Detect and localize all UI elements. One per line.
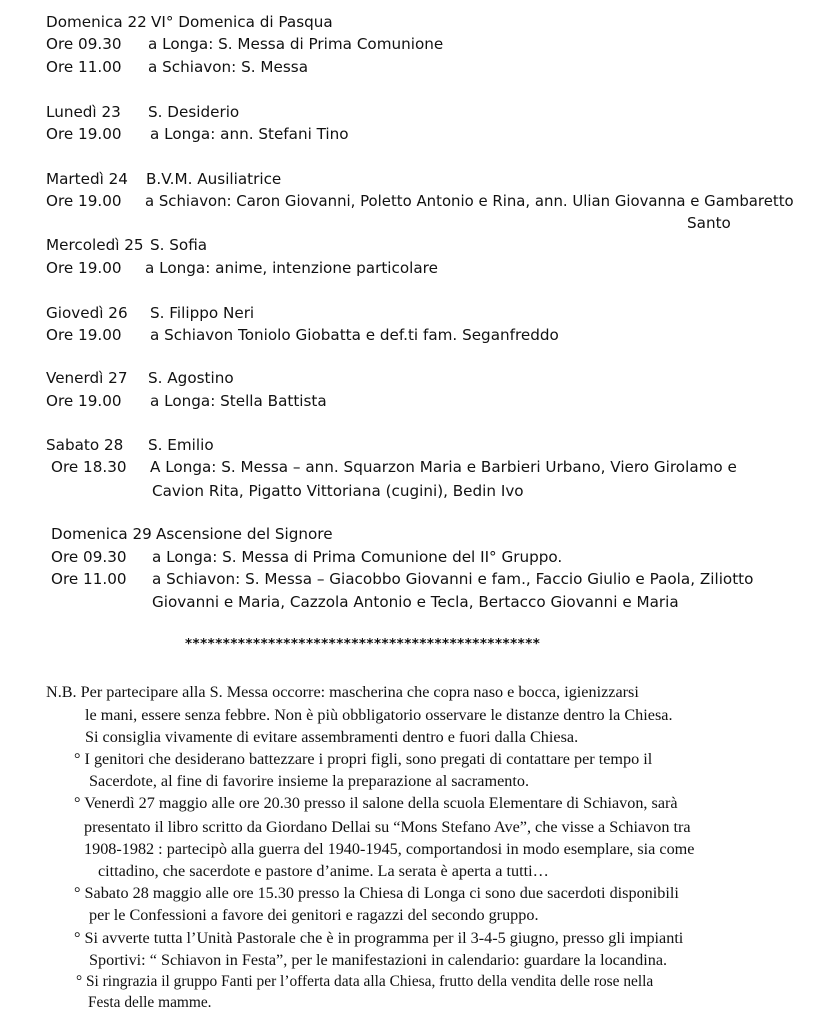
note-nb-line: le mani, essere senza febbre. Non è più obbligatorio osservare le distanze dentro la Chiesa.: [85, 706, 673, 724]
mass-intention: a Longa: anime, intenzione particolare: [145, 259, 438, 277]
feast-name: B.V.M. Ausiliatrice: [146, 170, 282, 188]
feast-name: S. Agostino: [148, 369, 234, 387]
mass-intention: A Longa: S. Messa – ann. Squarzon Maria e Barbieri Urbano, Viero Girolamo e: [150, 458, 737, 476]
day-heading: Giovedì 26: [46, 304, 128, 322]
day-heading: Domenica 22: [46, 13, 147, 31]
mass-time: Ore 09.30: [46, 35, 122, 53]
note-festival-line: ° Si avverte tutta l’Unità Pastorale che è in programma per il 3-4-5 giugno, presso gli impianti: [74, 929, 684, 947]
mass-time: Ore 18.30: [51, 458, 127, 476]
note-nb-line: Si consiglia vivamente di evitare assembramenti dentro e fuori dalla Chiesa.: [85, 728, 579, 746]
day-heading: Domenica 29: [51, 525, 152, 543]
mass-intention: a Longa: S. Messa di Prima Comunione del II° Gruppo.: [152, 548, 563, 566]
separator-stars: ***********************************************: [185, 636, 541, 652]
note-book-line: 1908-1982 : partecipò alla guerra del 1940-1945, comportandosi in modo esemplare, sia come: [84, 840, 695, 858]
note-festival-line: Sportivi: “ Schiavon in Festa”, per le manifestazioni in calendario: guardare la locandina.: [89, 951, 668, 969]
day-heading: Martedì 24: [46, 170, 128, 188]
mass-intention-continuation: Giovanni e Maria, Cazzola Antonio e Tecla, Bertacco Giovanni e Maria: [152, 593, 679, 611]
note-confession-line: per le Confessioni a favore dei genitori e ragazzi del secondo gruppo.: [89, 906, 539, 924]
feast-name: S. Emilio: [148, 436, 214, 454]
feast-name: Ascensione del Signore: [156, 525, 333, 543]
note-thanks-line: Festa delle mamme.: [88, 994, 212, 1011]
mass-time: Ore 19.00: [46, 326, 122, 344]
mass-intention: a Longa: S. Messa di Prima Comunione: [148, 35, 444, 53]
mass-time: Ore 09.30: [51, 548, 127, 566]
feast-name: S. Sofia: [150, 236, 208, 254]
note-book-line: ° Venerdì 27 maggio alle ore 20.30 presso il salone della scuola Elementare di Schiavon, sarà: [74, 794, 678, 812]
mass-intention: a Schiavon: S. Messa – Giacobbo Giovanni e fam., Faccio Giulio e Paola, Ziliotto: [152, 570, 754, 588]
mass-time: Ore 19.00: [46, 392, 122, 410]
feast-name: S. Desiderio: [148, 103, 240, 121]
mass-intention: a Schiavon Toniolo Giobatta e def.ti fam. Seganfreddo: [150, 326, 559, 344]
note-book-line: presentato il libro scritto da Giordano Dellai su “Mons Stefano Ave”, che visse a Schiavon tra: [84, 818, 691, 836]
day-heading: Mercoledì 25: [46, 236, 144, 254]
mass-intention-continuation: Cavion Rita, Pigatto Vittoriana (cugini), Bedin Ivo: [152, 482, 524, 500]
mass-intention: a Schiavon: S. Messa: [148, 58, 309, 76]
mass-intention: a Longa: ann. Stefani Tino: [150, 125, 349, 143]
mass-time: Ore 19.00: [46, 125, 122, 143]
feast-name: VI° Domenica di Pasqua: [151, 13, 333, 31]
day-heading: Venerdì 27: [46, 369, 128, 387]
mass-time: Ore 19.00: [46, 259, 122, 277]
mass-intention-continuation: Santo: [687, 214, 731, 232]
mass-time: Ore 11.00: [51, 570, 127, 588]
note-thanks-line: ° Si ringrazia il gruppo Fanti per l’offerta data alla Chiesa, frutto della vendita delle rose nella: [76, 973, 654, 990]
mass-intention: a Longa: Stella Battista: [150, 392, 327, 410]
day-heading: Lunedì 23: [46, 103, 121, 121]
note-confession-line: ° Sabato 28 maggio alle ore 15.30 presso la Chiesa di Longa ci sono due sacerdoti disponibili: [74, 884, 679, 902]
feast-name: S. Filippo Neri: [150, 304, 255, 322]
mass-time: Ore 19.00: [46, 192, 122, 210]
mass-time: Ore 11.00: [46, 58, 122, 76]
note-baptism-line: ° I genitori che desiderano battezzare i propri figli, sono pregati di contattare per tempo il: [74, 750, 653, 768]
note-baptism-line: Sacerdote, al fine di favorire insieme la preparazione al sacramento.: [89, 772, 529, 790]
note-book-line: cittadino, che sacerdote e pastore d’anime. La serata è aperta a tutti…: [98, 862, 549, 880]
mass-intention: a Schiavon: Caron Giovanni, Poletto Antonio e Rina, ann. Ulian Giovanna e Gambaretto: [145, 192, 794, 210]
note-nb-line: N.B. Per partecipare alla S. Messa occorre: mascherina che copra naso e bocca, igienizzarsi: [46, 683, 639, 701]
day-heading: Sabato 28: [46, 436, 124, 454]
